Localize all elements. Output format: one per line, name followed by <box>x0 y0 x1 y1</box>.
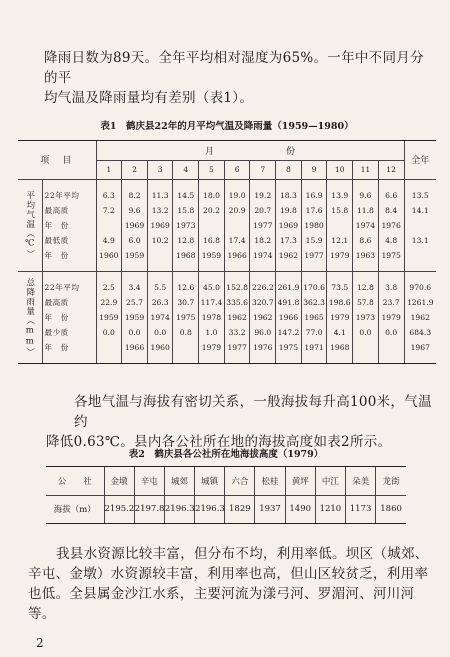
rain-month-cell <box>147 271 173 363</box>
table-value: 13.9 <box>331 190 349 200</box>
text-line: 降雨日数为89天。全年平均相对湿度为65%。一年中不同月分的平 <box>44 50 424 86</box>
table-value: 20.7 <box>254 205 272 215</box>
table-value: 147.2 <box>277 327 300 337</box>
row-label: 最高质 <box>44 297 69 307</box>
row-label: 22年平均 <box>44 190 80 200</box>
table-value: 8.4 <box>385 205 398 215</box>
table-value: 19.2 <box>254 190 272 200</box>
rain-group-label: 总降雨量（mm） <box>18 271 42 363</box>
table-value: 9.6 <box>359 190 372 200</box>
month-header: 3 <box>147 160 173 179</box>
table-value: 13.5 <box>411 190 429 200</box>
table-value: 33.2 <box>228 327 246 337</box>
row-label: 最少质 <box>44 327 69 337</box>
row-label: 年 份 <box>44 342 69 352</box>
table-value <box>379 340 404 355</box>
table-value: 1.0 <box>205 327 218 337</box>
rain-annual-cell <box>404 271 436 363</box>
table-value: 1977 <box>253 220 273 230</box>
table-value: 1966 <box>227 250 247 260</box>
month-header: 10 <box>327 160 353 179</box>
elevation-value: 1490 <box>285 495 315 523</box>
table-value: 8.2 <box>128 190 141 200</box>
table-value: 1966 <box>124 342 145 352</box>
table-value <box>353 340 378 355</box>
table-value: 1959 <box>201 250 222 260</box>
month-header: 11 <box>353 160 379 179</box>
table-value: 6.0 <box>128 235 141 245</box>
table-value: 19.8 <box>279 205 297 215</box>
table-value <box>405 218 437 233</box>
table-value: 1975 <box>381 250 401 260</box>
table-value: 17.3 <box>279 235 297 245</box>
table-value: 1959 <box>99 312 119 322</box>
table-value: 1975 <box>176 312 196 322</box>
table-value <box>225 218 250 233</box>
row-label: 最高质 <box>44 205 69 215</box>
table-value: 12.8 <box>177 235 195 245</box>
table-value: 14.1 <box>411 205 429 215</box>
table-value: 23.7 <box>382 297 400 307</box>
table-value: 198.6 <box>328 297 351 307</box>
rain-month-cell <box>96 271 122 363</box>
table-value <box>173 340 198 355</box>
table-value: 491.8 <box>277 297 300 307</box>
temp-row-labels <box>42 179 96 271</box>
table-value <box>97 218 122 233</box>
table-value: 3.4 <box>128 282 141 292</box>
month-header: 1 <box>96 160 122 179</box>
text-line: 辛屯、金墩）水资源较丰富，利用率也高，但山区较贫乏，利用率 <box>28 566 429 582</box>
table-value: 970.6 <box>409 282 432 292</box>
table-value: 1969 <box>124 220 145 230</box>
table-value: 1960 <box>150 342 170 352</box>
table-value: 0.8 <box>179 327 192 337</box>
rain-month-cell <box>327 271 353 363</box>
table-value: 15.9 <box>305 235 323 245</box>
table-value: 152.8 <box>226 282 248 292</box>
temp-group-label: 平均气温（℃） <box>18 179 42 271</box>
table-value: 4.9 <box>102 235 115 245</box>
table-value: 2.5 <box>102 282 115 292</box>
table-value: 170.6 <box>303 282 325 292</box>
table-value: 17.4 <box>228 235 246 245</box>
commune-name: 辛屯 <box>134 467 164 495</box>
table-value: 18.3 <box>279 190 297 200</box>
table-value: 261.9 <box>277 282 300 292</box>
table-value: 1977 <box>227 342 247 352</box>
table-value <box>405 248 437 263</box>
temp-month-cell <box>301 179 327 271</box>
table-value: 9.6 <box>128 205 141 215</box>
table-value: 1974 <box>355 220 376 230</box>
table-value: 12.8 <box>356 282 374 292</box>
temp-month-cell <box>122 179 148 271</box>
table-value: 4.1 <box>333 327 346 337</box>
table-value: 30.7 <box>177 297 195 307</box>
table-value: 335.6 <box>226 297 248 307</box>
month-header: 2 <box>122 160 148 179</box>
table-value: 73.5 <box>331 282 349 292</box>
table-value: 1969 <box>150 220 170 230</box>
table-value: 1980 <box>304 220 324 230</box>
table-value: 117.4 <box>200 297 223 307</box>
commune-name: 城郊 <box>164 467 194 495</box>
text-line: 也低。全县属金沙江水系，主要河流为漾弓河、罗湄河、河川河等。 <box>28 586 415 622</box>
row-label: 最低质 <box>44 235 69 245</box>
month-header: 7 <box>250 160 276 179</box>
row-label: 年 份 <box>44 250 69 260</box>
rain-month-cell <box>199 271 225 363</box>
table-value: 1974 <box>150 312 170 322</box>
table-value: 96.0 <box>254 327 272 337</box>
table-value <box>199 218 224 233</box>
temp-month-cell <box>147 179 173 271</box>
table-value: 1261.9 <box>406 297 434 307</box>
table-value: 1966 <box>278 312 299 322</box>
row-label: 22年平均 <box>44 282 80 292</box>
month-header: 9 <box>301 160 327 179</box>
elevation-value: 2196.3 <box>195 495 225 523</box>
table-value: 17.6 <box>305 205 323 215</box>
elevation-value: 1860 <box>376 495 406 523</box>
table-value: 1962 <box>227 312 247 322</box>
table-value: 1976 <box>381 220 401 230</box>
table-value: 25.7 <box>126 297 143 307</box>
header-commune: 公 社 <box>46 467 104 495</box>
commune-name: 松桂 <box>255 467 285 495</box>
table2 <box>46 466 406 524</box>
table-value: 18.0 <box>203 190 220 200</box>
table-value: 1969 <box>278 220 299 230</box>
month-header: 4 <box>173 160 199 179</box>
table-value: 12.1 <box>331 235 349 245</box>
table-value: 1976 <box>253 342 273 352</box>
text-line: 我县水资源比较丰富，但分布不均，利用率低。坝区（城郊、 <box>56 546 429 562</box>
rain-month-cell <box>276 271 302 363</box>
table-value: 0.0 <box>102 327 115 337</box>
elevation-value: 1173 <box>346 495 376 523</box>
row-label-elevation: 海拔（m） <box>46 495 104 523</box>
commune-name: 龙街 <box>376 467 406 495</box>
table1-caption: 表1 鹤庆县22年的月平均气温及降雨量（1959—1980） <box>100 121 354 132</box>
temp-month-cell <box>276 179 302 271</box>
table-value: 8.6 <box>359 235 372 245</box>
table-value: 684.3 <box>409 327 432 337</box>
table-value: 26.3 <box>151 297 169 307</box>
month-header: 12 <box>378 160 404 179</box>
temp-month-cell <box>378 179 404 271</box>
table-value: 5.5 <box>154 282 167 292</box>
table-value: 1968 <box>330 342 350 352</box>
table-value <box>327 218 352 233</box>
temp-month-cell <box>199 179 225 271</box>
table-value: 320.7 <box>251 297 274 307</box>
table-value: 22.9 <box>100 297 118 307</box>
month-header: 5 <box>199 160 225 179</box>
table-value: 226.2 <box>251 282 274 292</box>
rain-row-labels <box>42 271 96 363</box>
paragraph-elevation <box>46 392 436 452</box>
row-label: 年 份 <box>44 220 69 230</box>
header-annual: 全年 <box>404 141 436 179</box>
temp-month-cell <box>353 179 379 271</box>
rain-month-cell <box>224 271 250 363</box>
table-value: 1971 <box>304 342 324 352</box>
table-value: 1962 <box>253 312 273 322</box>
table-value: 1968 <box>176 250 196 260</box>
month-header: 8 <box>276 160 302 179</box>
table-value: 1979 <box>201 342 222 352</box>
elevation-value: 1937 <box>255 495 285 523</box>
table-value: 15.8 <box>331 205 349 215</box>
row-label: 年 份 <box>44 312 69 322</box>
table-value: 11.3 <box>151 190 169 200</box>
table-value <box>97 340 122 355</box>
table-value: 7.2 <box>102 205 115 215</box>
table-value: 3.8 <box>385 282 398 292</box>
rain-month-cell <box>301 271 327 363</box>
table-value: 0.0 <box>359 327 372 337</box>
temp-month-cell <box>173 179 199 271</box>
table-value: 1973 <box>176 220 196 230</box>
table-value: 10.2 <box>151 235 169 245</box>
header-item: 项 目 <box>18 141 96 179</box>
commune-name: 金墩 <box>104 467 134 495</box>
table-value: 1963 <box>355 250 376 260</box>
table-value: 1979 <box>330 250 350 260</box>
rain-month-cell <box>250 271 276 363</box>
table-value: 1962 <box>278 250 299 260</box>
table-value: 19.0 <box>228 190 246 200</box>
table-value: 18.2 <box>254 235 272 245</box>
table-value: 1960 <box>99 250 119 260</box>
temp-month-cell <box>327 179 353 271</box>
elevation-value: 1829 <box>225 495 255 523</box>
table-value: 45.0 <box>203 282 220 292</box>
table2-caption: 表2 鹤庆县各公社所在地海拔高度（1979） <box>128 449 324 460</box>
commune-name: 六合 <box>225 467 255 495</box>
table-value: 12.6 <box>177 282 195 292</box>
table-value <box>148 248 173 263</box>
text-line: 各地气温与海拔有密切关系，一般海拔每升高100米，气温约 <box>74 394 432 430</box>
table-value: 11.8 <box>356 205 374 215</box>
table-value: 15.8 <box>177 205 195 215</box>
table-value: 6.3 <box>102 190 115 200</box>
text-line: 均气温及降雨量均有差别（表1）。 <box>44 90 254 106</box>
table1 <box>18 140 436 364</box>
commune-name: 城镇 <box>195 467 225 495</box>
table-value: 1973 <box>355 312 376 322</box>
table-value: 57.8 <box>356 297 374 307</box>
header-month-group: 月 份 <box>96 141 404 160</box>
table-value: 16.9 <box>305 190 323 200</box>
month-header: 6 <box>224 160 250 179</box>
commune-name: 中江 <box>315 467 345 495</box>
paragraph-climate <box>44 48 436 108</box>
table-value: 1959 <box>124 250 145 260</box>
temp-month-cell <box>96 179 122 271</box>
commune-name: 朵美 <box>346 467 376 495</box>
elevation-value: 2196.3 <box>164 495 194 523</box>
table-value: 1977 <box>304 250 324 260</box>
temp-month-cell <box>250 179 276 271</box>
table-value: 0.0 <box>154 327 167 337</box>
table-value: 1962 <box>410 312 430 322</box>
table-value: 1978 <box>201 312 222 322</box>
table-value: 362.3 <box>303 297 325 307</box>
table-value: 1959 <box>124 312 145 322</box>
temp-annual-cell <box>404 179 436 271</box>
table-value: 4.8 <box>385 235 398 245</box>
rain-month-cell <box>378 271 404 363</box>
table-value: 0.0 <box>128 327 141 337</box>
table-value: 20.9 <box>228 205 246 215</box>
elevation-value: 2197.8 <box>134 495 164 523</box>
table-value: 1965 <box>304 312 324 322</box>
rain-month-cell <box>122 271 148 363</box>
table-value: 1979 <box>381 312 401 322</box>
table-value: 1974 <box>253 250 273 260</box>
table-value: 1967 <box>410 342 430 352</box>
commune-name: 黄坪 <box>285 467 315 495</box>
temp-month-cell <box>224 179 250 271</box>
paragraph-water <box>28 544 440 624</box>
table-value: 16.8 <box>203 235 220 245</box>
page-number: 2 <box>36 636 44 650</box>
table-value: 13.1 <box>411 235 429 245</box>
text-line: 降低0.63℃。县内各公社所在地的海拔高度如表2所示。 <box>46 434 392 450</box>
elevation-value: 2195.2 <box>104 495 134 523</box>
table-value: 1975 <box>278 342 299 352</box>
table-value: 13.2 <box>151 205 169 215</box>
table-value: 0.0 <box>385 327 398 337</box>
table-value: 20.2 <box>203 205 220 215</box>
table-value: 6.6 <box>385 190 398 200</box>
rain-month-cell <box>353 271 379 363</box>
table-value: 77.0 <box>305 327 323 337</box>
rain-month-cell <box>173 271 199 363</box>
elevation-value: 1210 <box>315 495 345 523</box>
table-value: 1979 <box>330 312 350 322</box>
table-value: 14.5 <box>177 190 195 200</box>
